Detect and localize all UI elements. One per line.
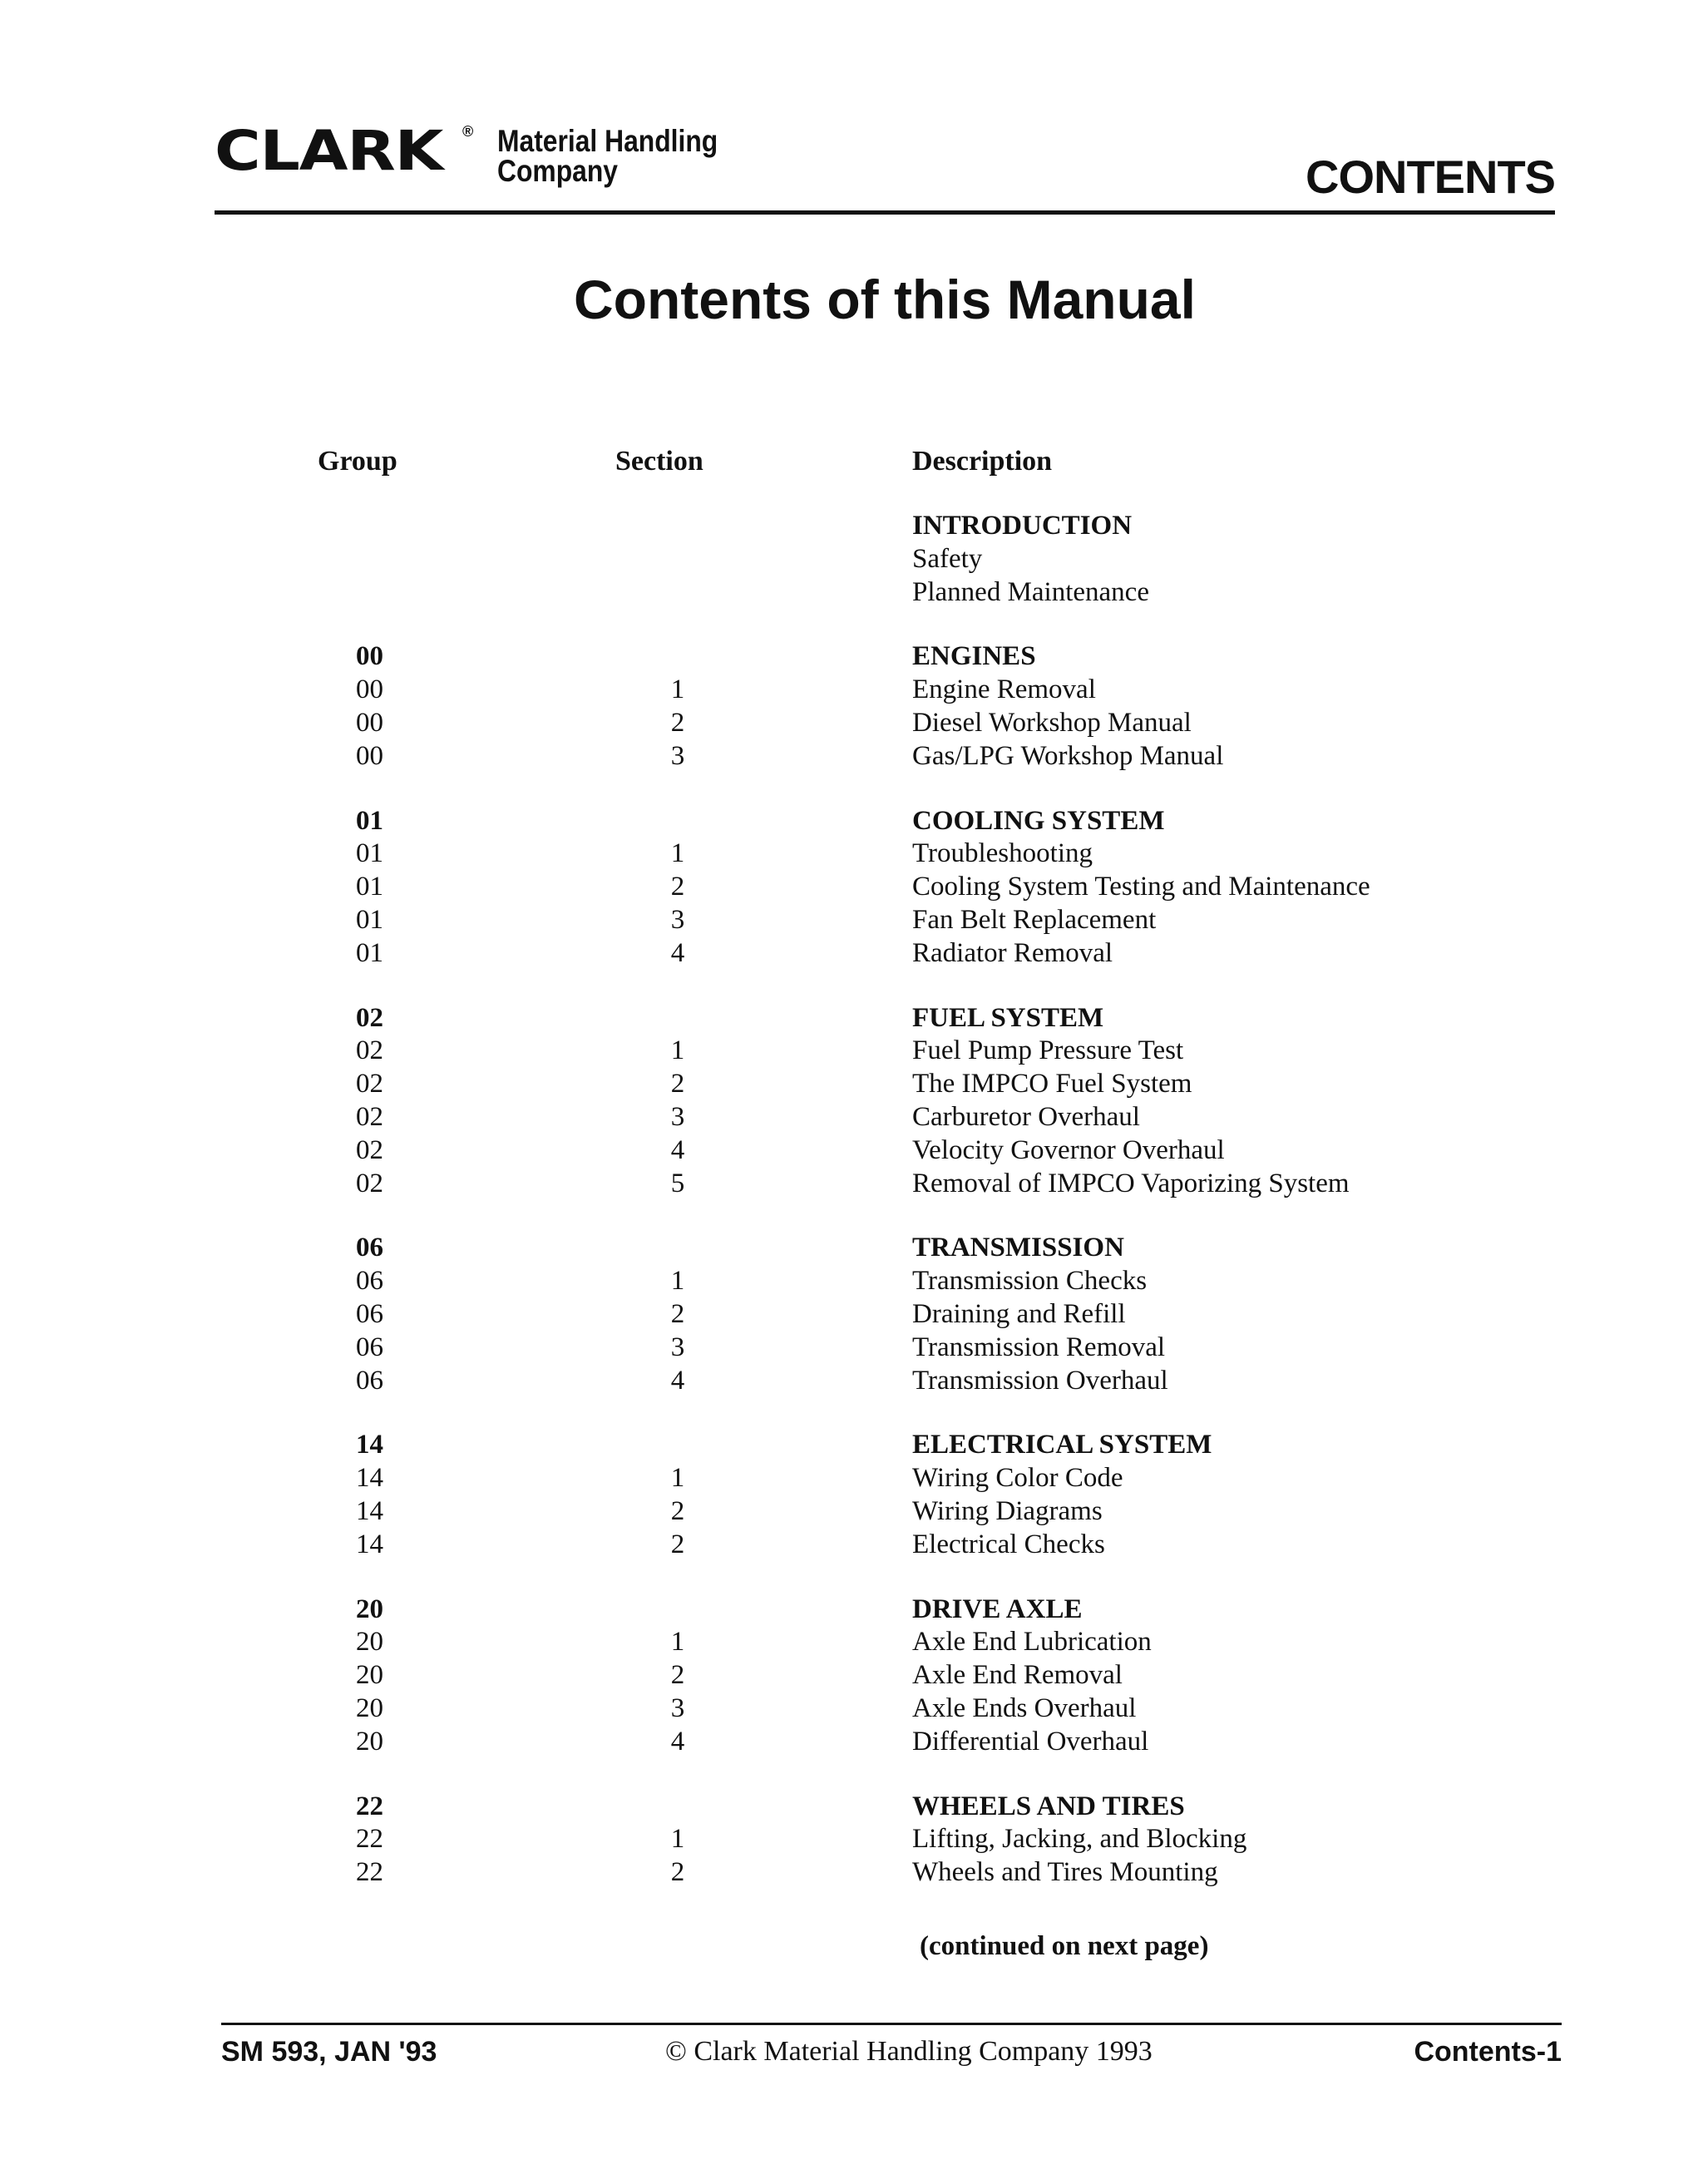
description-cell: Planned Maintenance xyxy=(912,577,1149,607)
footer-document-id: SM 593, JAN '93 xyxy=(221,2036,437,2068)
section-cell: 1 xyxy=(670,1463,685,1493)
description-cell: COOLING SYSTEM xyxy=(912,806,1165,836)
description-cell: Radiator Removal xyxy=(912,938,1113,968)
description-cell: Gas/LPG Workshop Manual xyxy=(912,741,1224,771)
page-title xyxy=(0,268,1703,331)
description-cell: Draining and Refill xyxy=(912,1299,1126,1329)
description-cell: Fuel Pump Pressure Test xyxy=(912,1035,1184,1065)
section-cell: 3 xyxy=(670,905,685,935)
description-cell: Transmission Checks xyxy=(912,1266,1148,1296)
section-cell: 2 xyxy=(670,1496,685,1526)
section-cell: 1 xyxy=(670,674,685,704)
description-cell: Electrical Checks xyxy=(912,1529,1105,1559)
group-cell: 14 xyxy=(356,1529,383,1559)
group-cell: 06 xyxy=(356,1366,383,1396)
group-cell: 22 xyxy=(356,1824,383,1854)
section-cell: 2 xyxy=(670,872,685,902)
section-cell: 4 xyxy=(670,938,685,968)
footer-copyright: © Clark Material Handling Company 1993 xyxy=(665,2036,1153,2067)
description-cell: DRIVE AXLE xyxy=(912,1594,1083,1624)
section-cell: 4 xyxy=(670,1727,685,1757)
group-cell: 14 xyxy=(356,1496,383,1526)
description-cell: ENGINES xyxy=(912,641,1036,671)
logo-wordmark: CLARK xyxy=(215,119,443,183)
section-cell: 4 xyxy=(670,1135,685,1165)
description-cell: Troubleshooting xyxy=(912,838,1093,868)
description-cell: Removal of IMPCO Vaporizing System xyxy=(912,1169,1350,1198)
group-cell: 20 xyxy=(356,1693,383,1723)
section-cell: 1 xyxy=(670,1035,685,1065)
group-cell: 02 xyxy=(356,1102,383,1132)
group-cell: 20 xyxy=(356,1627,383,1657)
description-cell: Axle End Lubrication xyxy=(912,1627,1152,1657)
section-cell: 1 xyxy=(670,1627,685,1657)
group-cell: 20 xyxy=(356,1594,383,1624)
description-cell: Engine Removal xyxy=(912,674,1096,704)
group-cell: 22 xyxy=(356,1791,383,1821)
section-cell: 3 xyxy=(670,1102,685,1132)
company-line-2: Company xyxy=(497,154,618,188)
footer-page-number: Contents-1 xyxy=(1414,2036,1562,2068)
description-cell: INTRODUCTION xyxy=(912,511,1133,541)
group-cell: 00 xyxy=(356,741,383,771)
description-cell: Fan Belt Replacement xyxy=(912,905,1157,935)
group-cell: 06 xyxy=(356,1233,383,1262)
section-cell: 2 xyxy=(670,1069,685,1099)
section-cell: 2 xyxy=(670,1529,685,1559)
group-cell: 02 xyxy=(356,1035,383,1065)
description-cell: Velocity Governor Overhaul xyxy=(912,1135,1225,1165)
group-cell: 01 xyxy=(356,806,383,836)
section-cell: 2 xyxy=(670,1299,685,1329)
registered-mark: ® xyxy=(462,123,474,140)
group-cell: 20 xyxy=(356,1727,383,1757)
group-cell: 02 xyxy=(356,1003,383,1033)
footer-rule xyxy=(221,2023,1562,2025)
description-cell: Diesel Workshop Manual xyxy=(912,708,1192,738)
description-cell: Transmission Removal xyxy=(912,1332,1166,1362)
section-cell: 5 xyxy=(670,1169,685,1198)
group-cell: 01 xyxy=(356,905,383,935)
group-cell: 02 xyxy=(356,1169,383,1198)
clark-logo xyxy=(215,119,474,183)
section-cell: 3 xyxy=(670,1332,685,1362)
column-header-description: Description xyxy=(912,446,1053,477)
section-cell: 3 xyxy=(670,741,685,771)
group-cell: 02 xyxy=(356,1069,383,1099)
column-header-section: Section xyxy=(615,446,703,477)
company-name xyxy=(497,126,718,186)
group-cell: 22 xyxy=(356,1857,383,1887)
group-cell: 01 xyxy=(356,938,383,968)
group-cell: 00 xyxy=(356,708,383,738)
page-title-text: Contents of this Manual xyxy=(574,269,1196,330)
group-cell: 02 xyxy=(356,1135,383,1165)
group-cell: 06 xyxy=(356,1299,383,1329)
description-cell: Transmission Overhaul xyxy=(912,1366,1168,1396)
section-cell: 1 xyxy=(670,838,685,868)
section-title: CONTENTS xyxy=(1306,151,1555,203)
group-cell: 14 xyxy=(356,1430,383,1460)
section-cell: 1 xyxy=(670,1824,685,1854)
description-cell: Carburetor Overhaul xyxy=(912,1102,1140,1132)
description-cell: Wheels and Tires Mounting xyxy=(912,1857,1218,1887)
company-line-1: Material Handling xyxy=(497,124,718,158)
description-cell: ELECTRICAL SYSTEM xyxy=(912,1430,1212,1460)
group-cell: 20 xyxy=(356,1660,383,1690)
description-cell: Axle Ends Overhaul xyxy=(912,1693,1137,1723)
section-cell: 4 xyxy=(670,1366,685,1396)
group-cell: 01 xyxy=(356,838,383,868)
description-cell: WHEELS AND TIRES xyxy=(912,1791,1185,1821)
description-cell: Lifting, Jacking, and Blocking xyxy=(912,1824,1247,1854)
description-cell: Wiring Color Code xyxy=(912,1463,1123,1493)
header-rule xyxy=(215,210,1555,215)
section-cell: 2 xyxy=(670,708,685,738)
section-cell: 2 xyxy=(670,1660,685,1690)
description-cell: Axle End Removal xyxy=(912,1660,1123,1690)
description-cell: Wiring Diagrams xyxy=(912,1496,1103,1526)
group-cell: 14 xyxy=(356,1463,383,1493)
description-cell: Differential Overhaul xyxy=(912,1727,1149,1757)
column-header-group: Group xyxy=(318,446,397,477)
description-cell: FUEL SYSTEM xyxy=(912,1003,1104,1033)
group-cell: 00 xyxy=(356,641,383,671)
group-cell: 06 xyxy=(356,1266,383,1296)
group-cell: 06 xyxy=(356,1332,383,1362)
description-cell: Cooling System Testing and Maintenance xyxy=(912,872,1370,902)
section-cell: 3 xyxy=(670,1693,685,1723)
page-header xyxy=(215,119,1555,216)
section-cell: 2 xyxy=(670,1857,685,1887)
description-cell: TRANSMISSION xyxy=(912,1233,1124,1262)
description-cell: The IMPCO Fuel System xyxy=(912,1069,1192,1099)
group-cell: 01 xyxy=(356,872,383,902)
group-cell: 00 xyxy=(356,674,383,704)
description-cell: Safety xyxy=(912,544,983,574)
section-cell: 1 xyxy=(670,1266,685,1296)
continued-note: (continued on next page) xyxy=(920,1931,1209,1961)
